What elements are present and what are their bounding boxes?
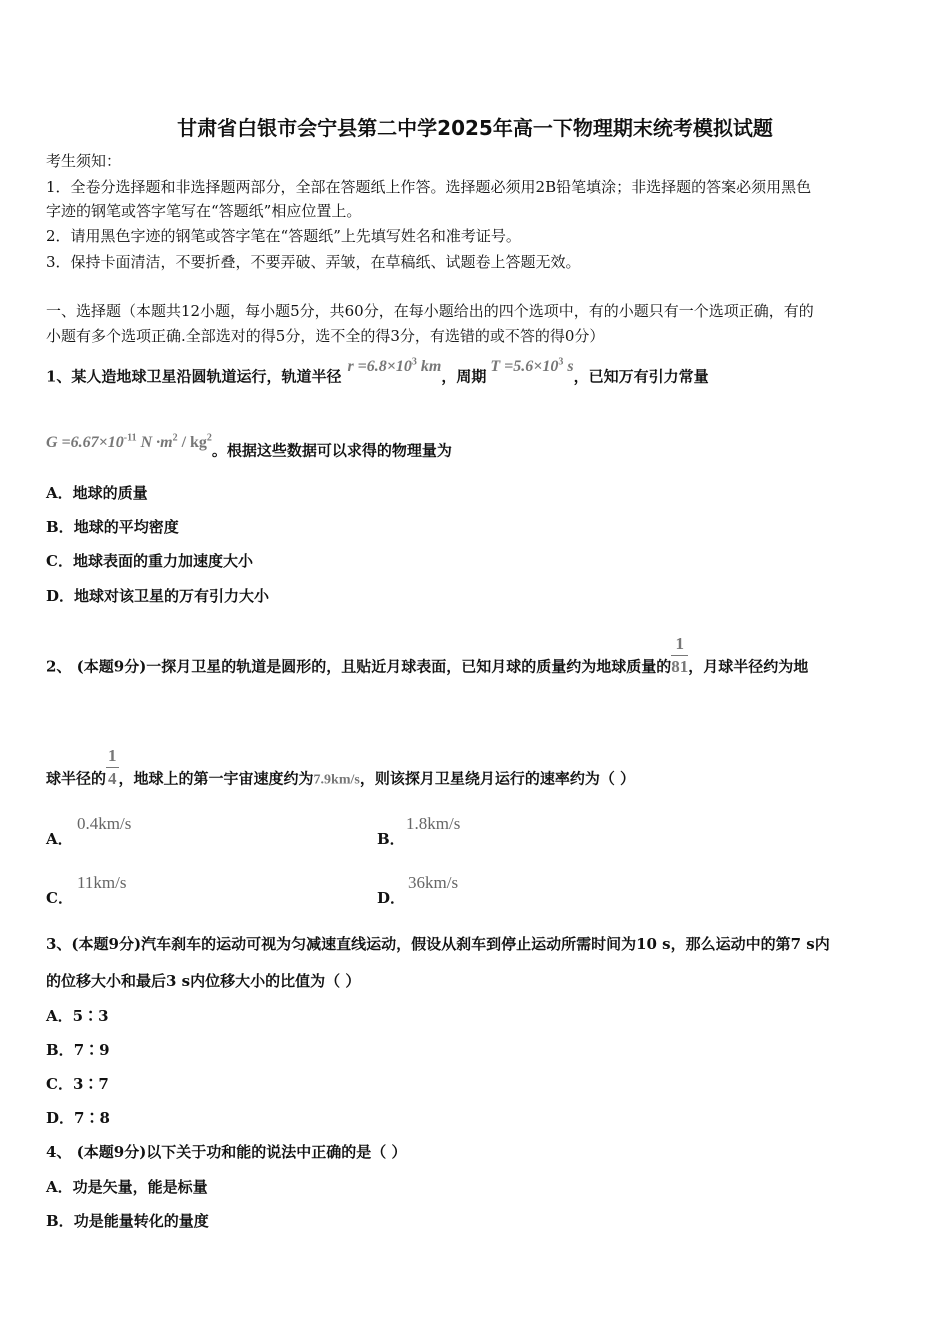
option-d: D．7∶8 bbox=[46, 1109, 110, 1127]
option-a: A． bbox=[46, 830, 73, 848]
fraction-1-4: $\frac{1}{4}$ bbox=[108, 746, 117, 788]
option-c-value: 11km/s bbox=[77, 873, 127, 892]
option-a: A．5∶3 bbox=[46, 1007, 109, 1025]
notice-line: 1．全卷分选择题和非选择题两部分，全部在答题纸上作答。选择题必须用2B铅笔填涂；非选择题的答案必须用黑色 bbox=[46, 178, 812, 196]
option-c: C．地球表面的重力加速度大小 bbox=[46, 552, 253, 570]
section-intro: 一、选择题（本题共12小题，每小题5分，共60分，在每小题给出的四个选项中，有的小题只有一个选项正确，有的 bbox=[46, 302, 814, 320]
section-intro: 小题有多个选项正确.全部选对的得5分，选不全的得3分，有选错的或不答的得0分） bbox=[46, 327, 605, 345]
option-b: B．功是能量转化的量度 bbox=[46, 1212, 209, 1230]
option-c: C．3∶7 bbox=[46, 1075, 109, 1093]
option-a-value: 0.4km/s bbox=[77, 814, 132, 833]
question-4-stem: 4、 (本题9分)以下关于功和能的说法中正确的是（ ） bbox=[46, 1143, 407, 1161]
option-b-value: 1.8km/s bbox=[406, 814, 461, 833]
option-b: B．7∶9 bbox=[46, 1041, 110, 1059]
notice-heading: 考生须知： bbox=[46, 152, 122, 170]
question-2-stem: 2、 (本题9分)一探月卫星的轨道是圆形的，且贴近月球表面，已知月球的质量约为地球质量的 $\frac{1}{81}$，月球半径约为地 bbox=[46, 634, 809, 676]
option-b: B．地球的平均密度 bbox=[46, 518, 179, 536]
q1-text: 1、某人造地球卫星沿圆轨道运行，轨道半径 bbox=[46, 367, 342, 386]
q1-text: ，已知万有引力常量 bbox=[573, 367, 709, 386]
fraction-1-81: $\frac{1}{81}$ bbox=[671, 634, 689, 676]
option-a: A．地球的质量 bbox=[46, 484, 148, 502]
notice-line: 2．请用黑色字迹的钢笔或答字笔在“答题纸”上先填写姓名和准考证号。 bbox=[46, 227, 521, 245]
notice-line: 3．保持卡面清洁，不要折叠，不要弄破、弄皱，在草稿纸、试题卷上答题无效。 bbox=[46, 253, 581, 271]
question-2-stem-cont: 球半径的 $\frac{1}{4}$，地球上的第一宇宙速度约为7.9km/s，则该探月卫星绕月运行的速率约为（ ） bbox=[46, 746, 636, 788]
q1-text: 。根据这些数据可以求得的物理量为 bbox=[211, 441, 452, 460]
option-d: D．地球对该卫星的万有引力大小 bbox=[46, 587, 270, 605]
speed-value: 7.9km/s bbox=[313, 772, 360, 788]
radius-formula: $r =6.8\times 10^3$ km bbox=[347, 357, 442, 376]
option-a: A．功是矢量，能是标量 bbox=[46, 1178, 208, 1196]
question-1-stem-cont bbox=[46, 433, 452, 461]
option-b: B． bbox=[377, 830, 405, 848]
option-d: D． bbox=[377, 889, 406, 907]
notice-line: 字迹的钢笔或答字笔写在“答题纸”相应位置上。 bbox=[46, 202, 362, 220]
page-title: 甘肃省白银市会宁县第二中学2025年高一下物理期末统考模拟试题 bbox=[177, 116, 773, 140]
question-1-stem bbox=[46, 357, 709, 387]
question-3-stem: 3、(本题9分)汽车刹车的运动可视为匀减速直线运动，假设从刹车到停止运动所需时间为10 s，那么运动中的第7 s内 bbox=[46, 935, 830, 953]
question-3-stem: 的位移大小和最后3 s内位移大小的比值为（ ） bbox=[46, 972, 361, 990]
q1-text: ，周期 bbox=[441, 367, 487, 386]
period-formula: $T =5.6\times 10^3$ s bbox=[490, 357, 574, 376]
option-d-value: 36km/s bbox=[408, 873, 459, 892]
option-c: C． bbox=[46, 889, 73, 907]
gravity-constant-formula: $G =6.67\times 10^{-11}$ $N \cdot m^2 / kg^2$ bbox=[46, 433, 212, 452]
